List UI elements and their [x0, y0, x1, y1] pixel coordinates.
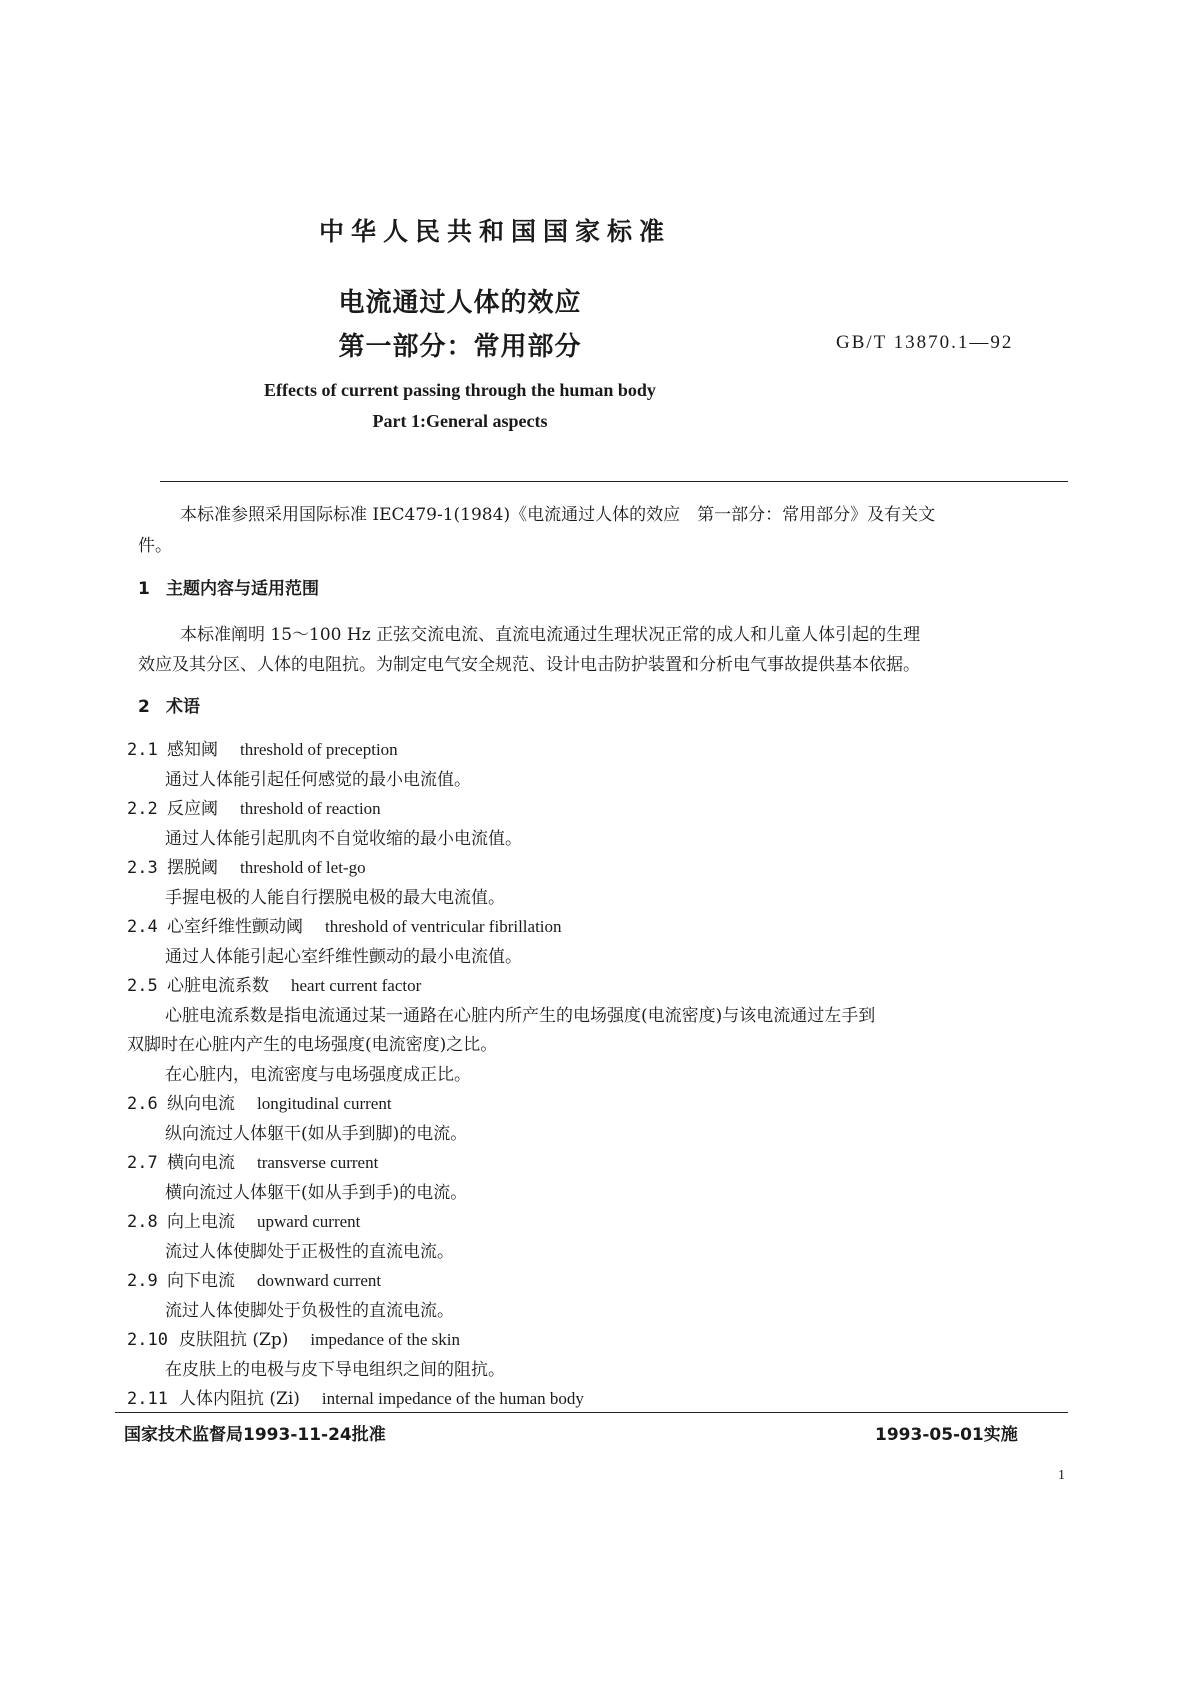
term-number: 2.5 — [127, 976, 158, 996]
term-number: 2.10 — [127, 1330, 168, 1350]
term-name-en: longitudinal current — [257, 1094, 392, 1113]
term-name-cn: 反应阈 — [167, 799, 218, 819]
term-name-en: threshold of let-go — [240, 858, 366, 877]
term-row — [127, 971, 421, 996]
term-number: 2.11 — [127, 1389, 168, 1409]
section1-line1: 本标准阐明 15～100 Hz 正弦交流电流、直流电流通过生理状况正常的成人和儿童人体引起的生理 — [180, 625, 921, 645]
term-name-cn: 纵向电流 — [167, 1094, 235, 1114]
page-number: 1 — [1058, 1468, 1065, 1483]
title-cn-line2: 第一部分：常用部分 — [338, 332, 582, 362]
term-definition: 通过人体能引起心室纤维性颤动的最小电流值。 — [165, 946, 522, 967]
term-definition: 手握电极的人能自行摆脱电极的最大电流值。 — [165, 887, 505, 908]
title-en-line1: Effects of current passing through the human body — [264, 380, 656, 400]
term-definition: 流过人体使脚处于正极性的直流电流。 — [165, 1241, 454, 1262]
term-name-en: threshold of preception — [240, 740, 398, 759]
term-row — [127, 912, 562, 937]
intro-line1: 本标准参照采用国际标准 IEC479-1(1984)《电流通过人体的效应 第一部分：常用部分》及有关文 — [180, 505, 936, 525]
national-standard-heading: 中华人民共和国国家标准 — [318, 217, 671, 246]
term-name-en: threshold of reaction — [240, 799, 381, 818]
section1-line2: 效应及其分区、人体的电阻抗。为制定电气安全规范、设计电击防护装置和分析电气事故提供基本依据。 — [138, 655, 920, 675]
term-definition: 在皮肤上的电极与皮下导电组织之间的阻抗。 — [165, 1359, 505, 1380]
term-number: 2.7 — [127, 1153, 158, 1173]
term-name-cn: 心脏电流系数 — [167, 976, 269, 996]
term-definition: 通过人体能引起肌肉不自觉收缩的最小电流值。 — [165, 828, 522, 849]
term-name-cn: 皮肤阻抗 (Zp) — [179, 1330, 289, 1350]
term-row — [127, 1148, 378, 1173]
term-name-en: impedance of the skin — [310, 1330, 461, 1349]
footer-divider — [115, 1412, 1068, 1413]
term-definition: 通过人体能引起任何感觉的最小电流值。 — [165, 769, 471, 790]
section1-title: 主题内容与适用范围 — [166, 579, 319, 599]
term-name-en: heart current factor — [291, 976, 422, 995]
approval-date: 国家技术监督局1993-11-24批准 — [124, 1425, 386, 1445]
term-number: 2.9 — [127, 1271, 158, 1291]
term-definition: 在心脏内，电流密度与电场强度成正比。 — [165, 1064, 471, 1085]
title-en-line2: Part 1:General aspects — [372, 411, 548, 431]
term-name-cn: 人体内阻抗 (Zi) — [179, 1389, 300, 1409]
term-number: 2.1 — [127, 740, 158, 760]
term-name-en: upward current — [257, 1212, 361, 1231]
term-number: 2.8 — [127, 1212, 158, 1232]
term-number: 2.6 — [127, 1094, 158, 1114]
term-row — [127, 1089, 392, 1114]
section1-number: 1 — [138, 579, 150, 599]
term-name-cn: 摆脱阈 — [167, 858, 218, 878]
term-number: 2.4 — [127, 917, 158, 937]
term-name-cn: 横向电流 — [167, 1153, 235, 1173]
section2-number: 2 — [138, 697, 150, 717]
section2-title: 术语 — [166, 697, 200, 717]
term-definition: 纵向流过人体躯干(如从手到脚)的电流。 — [165, 1123, 468, 1144]
term-name-en: internal impedance of the human body — [321, 1389, 584, 1408]
term-definition: 横向流过人体躯干(如从手到手)的电流。 — [165, 1182, 468, 1203]
term-name-cn: 向上电流 — [167, 1212, 235, 1232]
term-row — [127, 794, 381, 819]
term-definition: 心脏电流系数是指电流通过某一通路在心脏内所产生的电场强度(电流密度)与该电流通过左手到 — [165, 1005, 876, 1026]
section1-heading — [138, 574, 319, 599]
term-row — [127, 1207, 360, 1232]
standard-code: GB/T 13870.1—92 — [836, 332, 1014, 353]
term-row — [127, 1325, 460, 1350]
term-name-cn: 感知阈 — [167, 740, 218, 760]
term-row — [127, 1384, 584, 1409]
term-definition: 流过人体使脚处于负极性的直流电流。 — [165, 1300, 454, 1321]
term-name-cn: 心室纤维性颤动阈 — [167, 917, 303, 937]
title-cn-line1: 电流通过人体的效应 — [338, 288, 582, 318]
term-name-cn: 向下电流 — [167, 1271, 235, 1291]
term-number: 2.3 — [127, 858, 158, 878]
intro-line2: 件。 — [138, 536, 172, 556]
term-definition: 双脚时在心脏内产生的电场强度(电流密度)之比。 — [127, 1035, 498, 1055]
term-row — [127, 735, 398, 760]
term-row — [127, 853, 366, 878]
term-number: 2.2 — [127, 799, 158, 819]
term-name-en: downward current — [257, 1271, 382, 1290]
effective-date: 1993-05-01实施 — [875, 1425, 1018, 1445]
header-divider — [160, 481, 1068, 482]
term-name-en: threshold of ventricular fibrillation — [325, 917, 562, 936]
term-name-en: transverse current — [257, 1153, 379, 1172]
term-row — [127, 1266, 381, 1291]
section2-heading — [138, 692, 200, 717]
